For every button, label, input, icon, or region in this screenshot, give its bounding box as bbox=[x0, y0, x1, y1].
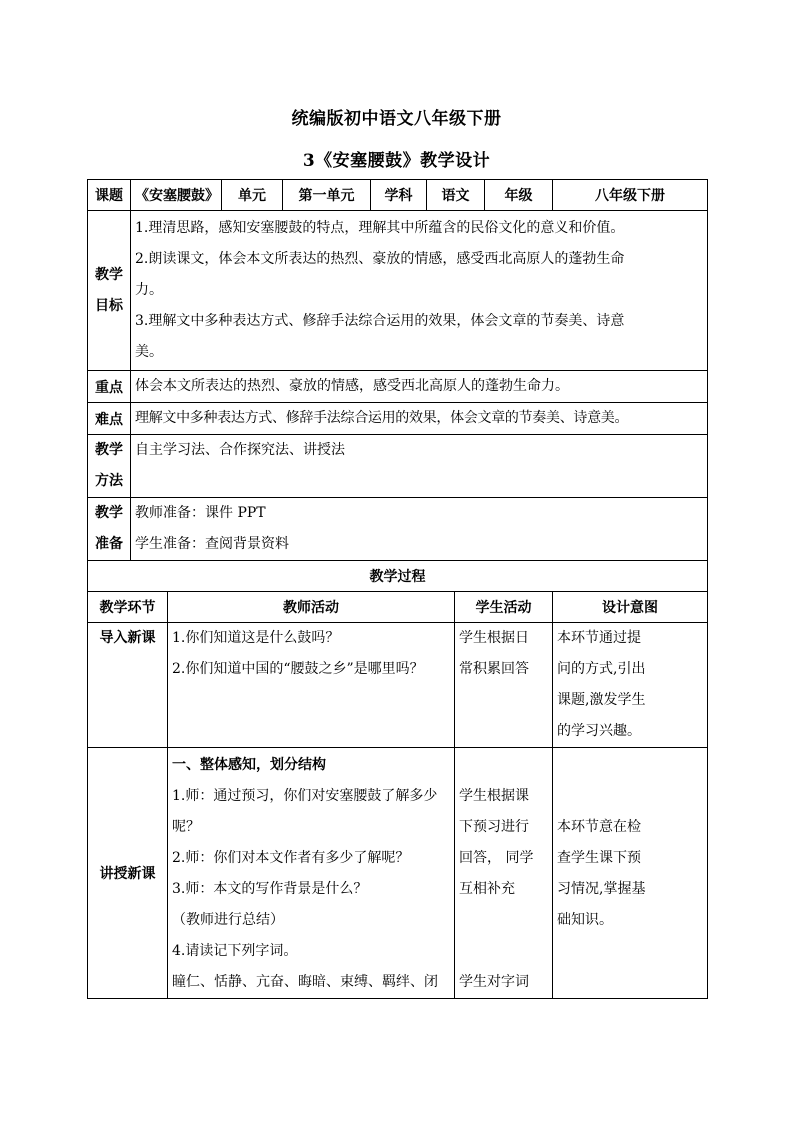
grade-value: 八年级下册 bbox=[553, 180, 708, 211]
lecture-student-2: 下预习进行 bbox=[459, 819, 529, 835]
difficulty-label: 难点 bbox=[88, 403, 131, 435]
key-point-text: 体会本文所表达的热烈、豪放的情感，感受西北高原人的蓬勃生命力。 bbox=[131, 371, 708, 403]
intro-design-intent bbox=[553, 623, 708, 748]
intro-intent-3: 课题,激发学生 bbox=[557, 692, 646, 708]
objectives-label-line2: 目标 bbox=[95, 297, 123, 314]
methods-label-line2: 方法 bbox=[95, 473, 123, 489]
header-stage: 教学环节 bbox=[88, 592, 168, 623]
info-row bbox=[88, 180, 708, 211]
intro-student-activity bbox=[455, 623, 553, 748]
difficulty-text: 理解文中多种表达方式、修辞手法综合运用的效果，体会文章的节奏美、诗意美。 bbox=[131, 403, 708, 435]
objectives-content bbox=[131, 211, 708, 371]
objective-3a: 3.理解文中多种表达方式、修辞手法综合运用的效果，体会文章的节奏美、诗意 bbox=[135, 313, 625, 329]
process-title: 教学过程 bbox=[88, 561, 708, 592]
preparation-label-line2: 准备 bbox=[95, 536, 123, 552]
intro-intent-1: 本环节通过提 bbox=[557, 630, 641, 646]
grade-label: 年级 bbox=[485, 180, 553, 211]
key-point-label: 重点 bbox=[88, 371, 131, 403]
student-preparation: 学生准备：查阅背景资料 bbox=[135, 536, 289, 552]
process-row-lecture bbox=[88, 748, 708, 999]
preparation-row bbox=[88, 498, 708, 561]
lecture-teacher-1b: 呢？ bbox=[172, 819, 200, 835]
objective-1: 1.理清思路，感知安塞腰鼓的特点，理解其中所蕴含的民俗文化的意义和价值。 bbox=[135, 220, 625, 236]
document-title-lesson: 3《安塞腰鼓》教学设计 bbox=[302, 151, 491, 171]
preparation-label-line1: 教学 bbox=[95, 505, 123, 521]
lecture-teacher-4: 4.请读记下列字词。 bbox=[172, 943, 298, 959]
header-teacher-activity: 教师活动 bbox=[168, 592, 455, 623]
process-row-intro bbox=[88, 623, 708, 748]
process-header-row bbox=[88, 592, 708, 623]
subject-value: 语文 bbox=[427, 180, 485, 211]
lecture-teacher-3: 3.师：本文的写作背景是什么？ bbox=[172, 881, 368, 897]
lecture-student-3: 回答， 同学 bbox=[459, 850, 534, 866]
objective-2a: 2.朗读课文，体会本文所表达的热烈、豪放的情感，感受西北高原人的蓬勃生命 bbox=[135, 251, 625, 267]
lecture-design-intent bbox=[553, 748, 708, 999]
preparation-label bbox=[88, 498, 131, 561]
intro-intent-2: 问的方式,引出 bbox=[557, 661, 646, 677]
subject-label: 学科 bbox=[371, 180, 427, 211]
objectives-row bbox=[88, 211, 708, 371]
methods-row bbox=[88, 435, 708, 498]
lecture-student-4: 互相补充 bbox=[459, 881, 515, 897]
methods-label bbox=[88, 435, 131, 498]
lecture-teacher-1a: 1.师：通过预习，你们对安塞腰鼓了解多少 bbox=[172, 788, 438, 804]
unit-value: 第一单元 bbox=[283, 180, 371, 211]
lecture-stage: 讲授新课 bbox=[88, 748, 168, 999]
lecture-intent-4: 础知识。 bbox=[557, 912, 613, 928]
objectives-label bbox=[88, 211, 131, 371]
lecture-teacher-heading: 一、整体感知，划分结构 bbox=[172, 757, 326, 773]
header-design-intent: 设计意图 bbox=[553, 592, 708, 623]
intro-student-1: 学生根据日 bbox=[459, 630, 529, 646]
lecture-teacher-2: 2.师：你们对本文作者有多少了解呢？ bbox=[172, 850, 410, 866]
lecture-intent-1: 本环节意在检 bbox=[557, 819, 641, 835]
intro-student-2: 常积累回答 bbox=[459, 661, 529, 677]
key-point-row bbox=[88, 371, 708, 403]
topic-value: 《安塞腰鼓》 bbox=[131, 180, 222, 211]
topic-label: 课题 bbox=[88, 180, 131, 211]
methods-label-line1: 教学 bbox=[95, 442, 123, 458]
preparation-content bbox=[131, 498, 708, 561]
methods-text: 自主学习法、合作探究法、讲授法 bbox=[131, 435, 708, 498]
lecture-intent-3: 习情况,掌握基 bbox=[557, 881, 646, 897]
intro-intent-4: 的学习兴趣。 bbox=[557, 723, 641, 739]
objective-3b: 美。 bbox=[135, 344, 163, 360]
lecture-teacher-5: 瞳仁、恬静、亢奋、晦暗、束缚、羁绊、闭 bbox=[172, 974, 438, 990]
document-title-series: 统编版初中语文八年级下册 bbox=[291, 109, 502, 129]
difficulty-row bbox=[88, 403, 708, 435]
lecture-student-spacer bbox=[459, 905, 548, 967]
intro-teacher-1: 1.你们知道这是什么鼓吗？ bbox=[172, 630, 340, 646]
lecture-intent-2: 查学生课下预 bbox=[557, 850, 641, 866]
header-student-activity: 学生活动 bbox=[455, 592, 553, 623]
lecture-student-5: 学生对字词 bbox=[459, 974, 529, 990]
process-title-row bbox=[88, 561, 708, 592]
intro-teacher-2: 2.你们知道中国的“腰鼓之乡”是哪里吗？ bbox=[172, 661, 424, 677]
teacher-preparation: 教师准备：课件 PPT bbox=[135, 505, 266, 521]
lesson-plan-table bbox=[87, 179, 708, 999]
unit-label: 单元 bbox=[222, 180, 283, 211]
lecture-student-activity bbox=[455, 748, 553, 999]
objective-2b: 力。 bbox=[135, 282, 163, 298]
intro-teacher-activity bbox=[168, 623, 455, 748]
intro-stage: 导入新课 bbox=[88, 623, 168, 748]
lecture-student-1: 学生根据课 bbox=[459, 788, 529, 804]
objectives-label-line1: 教学 bbox=[95, 266, 123, 283]
lecture-teacher-3-note: （教师进行总结） bbox=[172, 912, 284, 928]
lecture-teacher-activity bbox=[168, 748, 455, 999]
